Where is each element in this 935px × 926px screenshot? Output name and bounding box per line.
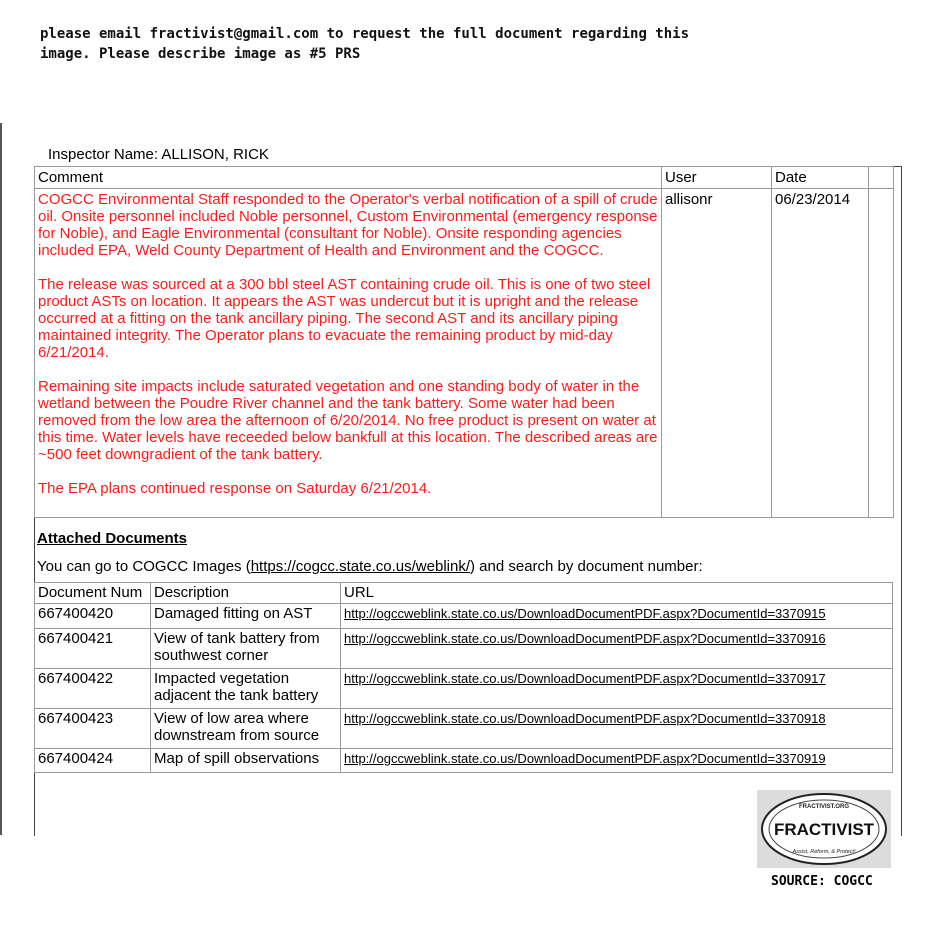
doc-url-cell	[341, 629, 893, 669]
doc-url-link[interactable]: http://ogccweblink.state.co.us/DownloadDocumentPDF.aspx?DocumentId=3370919	[344, 751, 826, 766]
user-header: User	[662, 167, 772, 189]
header-note: please email fractivist@gmail.com to request the full document regarding this image. Please describe image as #5 PRS	[40, 26, 690, 62]
date-header: Date	[772, 167, 869, 189]
documents-table	[34, 582, 893, 773]
description-header: Description	[151, 583, 341, 604]
intro-text: You can go to COGCC Images (	[37, 558, 251, 575]
table-row	[35, 604, 893, 629]
doc-description: Damaged fitting on AST	[151, 604, 341, 629]
comment-header: Comment	[35, 167, 662, 189]
comment-table	[34, 166, 894, 518]
table-row	[35, 749, 893, 773]
doc-url-cell	[341, 604, 893, 629]
intro-text: ) and search by document number:	[470, 558, 703, 575]
table-row	[35, 629, 893, 669]
doc-url-cell	[341, 669, 893, 709]
comment-paragraph: The EPA plans continued response on Saturday 6/21/2014.	[38, 480, 432, 497]
comment-user: allisonr	[662, 189, 772, 518]
left-border-line	[0, 123, 2, 835]
comment-body	[35, 189, 662, 518]
doc-url-cell	[341, 749, 893, 773]
logo-main-text: FRACTIVIST	[773, 820, 875, 839]
doc-url-link[interactable]: http://ogccweblink.state.co.us/DownloadDocumentPDF.aspx?DocumentId=3370916	[344, 631, 826, 646]
doc-url-link[interactable]: http://ogccweblink.state.co.us/DownloadDocumentPDF.aspx?DocumentId=3370917	[344, 671, 826, 686]
logo-graphic	[757, 790, 891, 868]
doc-url-cell	[341, 709, 893, 749]
url-header: URL	[341, 583, 893, 604]
doc-num: 667400421	[35, 629, 151, 669]
table-row	[35, 669, 893, 709]
comment-date: 06/23/2014	[772, 189, 869, 518]
cogcc-weblink[interactable]: https://cogcc.state.co.us/weblink/	[250, 558, 470, 575]
source-caption: SOURCE: COGCC	[771, 874, 873, 889]
doc-num: 667400424	[35, 749, 151, 773]
table-row	[35, 709, 893, 749]
doc-url-link[interactable]: http://ogccweblink.state.co.us/DownloadDocumentPDF.aspx?DocumentId=3370918	[344, 711, 826, 726]
comment-paragraph: Remaining site impacts include saturated vegetation and one standing body of water in the wetland between the Poudre River channel and the tank battery. Some water had been removed from the low area the afternoon of 6/20/2014. No free product is present on water at this time. Water levels have receeded below bankfull at this location. The described areas are ~500 feet downgradient of the tank battery.	[38, 378, 658, 463]
attached-documents-title: Attached Documents	[37, 530, 188, 547]
logo-top-text: FRACTIVIST.ORG	[798, 804, 850, 810]
doc-url-link[interactable]: http://ogccweblink.state.co.us/DownloadDocumentPDF.aspx?DocumentId=3370915	[344, 606, 826, 621]
doc-description: View of tank battery from southwest corner	[151, 629, 341, 669]
fractivist-logo	[757, 790, 891, 868]
logo-bottom-text: Assist, Reform, & Protect!	[792, 849, 856, 855]
doc-description: Impacted vegetation adjacent the tank battery	[151, 669, 341, 709]
doc-num: 667400422	[35, 669, 151, 709]
doc-num: 667400423	[35, 709, 151, 749]
spacer-cell	[869, 167, 894, 189]
doc-description: Map of spill observations	[151, 749, 341, 773]
comment-paragraph: COGCC Environmental Staff responded to the Operator's verbal notification of a spill of crude oil. Onsite personnel included Noble personnel, Custom Environmental (emergency response for Noble), and Eagle Environmental (consultant for Noble). Onsite responding agencies included EPA, Weld County Department of Health and Environment and the COGCC.	[38, 191, 658, 259]
doc-num-header: Document Num	[35, 583, 151, 604]
doc-description: View of low area where downstream from source	[151, 709, 341, 749]
doc-num: 667400420	[35, 604, 151, 629]
comment-paragraph: The release was sourced at a 300 bbl steel AST containing crude oil. This is one of two steel product ASTs on location. It appears the AST was undercut but it is upright and the release occurred at a fitting on the tank ancillary piping. The second AST and its ancillary piping maintained integrity. The Operator plans to evacuate the remaining product by mid-day 6/21/2014.	[38, 276, 651, 361]
inspector-name: Inspector Name: ALLISON, RICK	[48, 146, 269, 163]
spacer-cell	[869, 189, 894, 518]
attached-intro	[37, 558, 703, 575]
